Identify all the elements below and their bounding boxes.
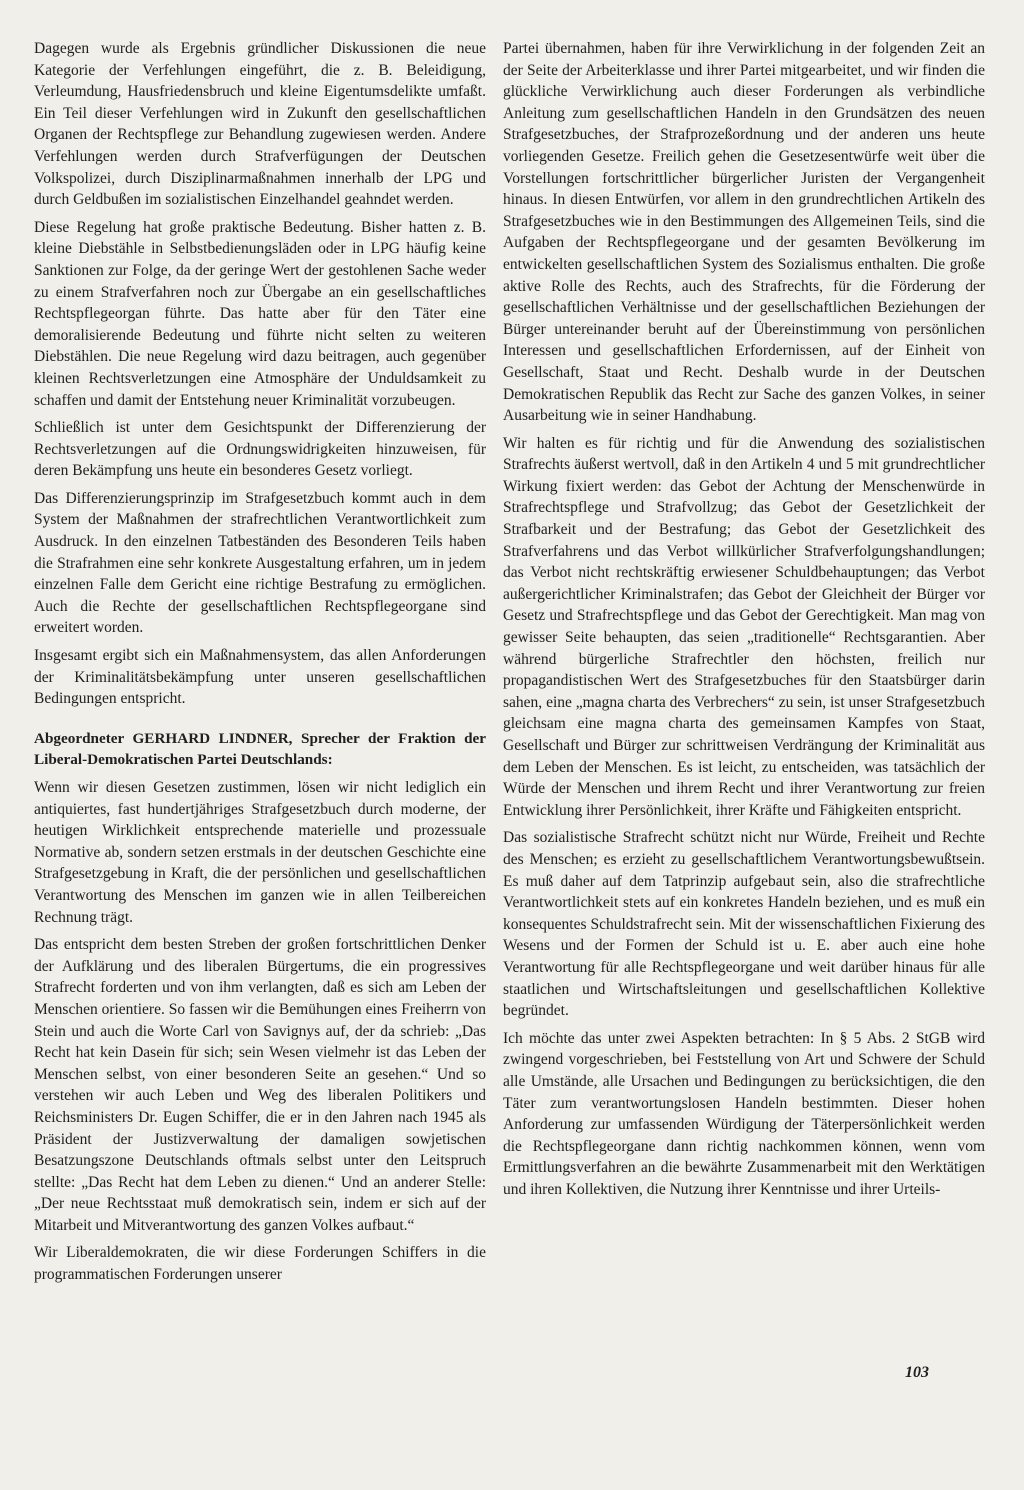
paragraph: Partei übernahmen, haben für ihre Verwirklichung in der folgenden Zeit an der Seite der Arbeiterklasse und ihrer Partei mitgearbeitet, und wir finden die glückliche Verwirklichung auch dieser Forderungen als verbindliche Anleitung zum gesellschaftlichen Handeln in den Grundsätzen des neuen Strafgesetzbuches, der Strafprozeßordnung und der anderen uns heute vorliegenden Gesetze. Freilich gehen die Gesetzesentwürfe weit über die Vorstellungen fortschrittlicher bürgerlicher Juristen der Vergangenheit hinaus. In diesen Entwürfen, vor allem in den grundrechtlichen Artikeln des Strafgesetzbuches wie in den Bestimmungen des Allgemeinen Teils, sind die Aufgaben der Rechtspflegeorgane und der gesamten Bevölkerung im entwickelten gesellschaftlichen System des Sozialismus enthalten. Die große aktive Rolle des Rechts, auch des Strafrechts, für die Förderung der gesellschaftlichen Verhältnisse und der gesellschaftlichen Beziehungen der Bürger untereinander beruht auf der Übereinstimmung von persönlichen Interessen und gesellschaftlichen Erfordernissen, auf der Einheit von Gesellschaft, Staat und Recht. Deshalb wurde in der Deutschen Demokratischen Republik das Recht zur Sache des ganzen Volkes, in seiner Ausarbeitung wie in seiner Handhabung. [503,40,985,425]
paragraph: Das sozialistische Strafrecht schützt nicht nur Würde, Freiheit und Rechte des Menschen; es erzieht zu gesellschaftlichem Verantwortungsbewußtsein. Es muß daher auf dem Tatprinzip aufgebaut sein, also die strafrechtliche Verantwortlichkeit stets auf ein konkretes Handeln beziehen, und es muß ein konsequentes Schuldstrafrecht sein. Mit der wissenschaftlichen Fixierung des Wesens und der Formen der Schuld ist u. E. aber auch eine hohe Verantwortung für alle Rechtspflegeorgane und weit darüber hinaus für alle staatlichen und Wirtschaftsleitungen und gesellschaftlichen Kollektive begründet. [503,829,985,1020]
paragraph: Insgesamt ergibt sich ein Maßnahmensystem, das allen Anforderungen der Kriminalitätsbekämpfung unter unseren gesellschaftlichen Bedingungen entspricht. [34,647,486,708]
paragraph: Wir halten es für richtig und für die Anwendung des sozialistischen Strafrechts äußerst wertvoll, daß in den Artikeln 4 und 5 mit grundrechtlicher Wirkung fixiert werden: das Gebot der Achtung der Menschenwürde in Strafrechtspflege und Strafvollzug; das Gebot der Gesetzlichkeit der Strafbarkeit und der Bestrafung; das Gebot der Gesetzlichkeit des Strafverfahrens und das Verbot willkürlicher Strafverfolgungshandlungen; das Verbot nicht rechtskräftig erwiesener Schuldbehauptungen; das Verbot außergerichtlicher Kriminalstrafen; das Gebot der Gleichheit der Bürger vor Gesetz und Strafrechtspflege und das Gebot der Gerechtigkeit. Man mag von gewisser Seite behaupten, das seien „traditionelle“ Rechtsgarantien. Aber während bürgerliche Strafrechtler den höchsten, freilich nur propagandistischen Wert des Strafgesetzbuches für den Staatsbürger darin sahen, eine „magna charta des Verbrechers“ zu sein, ist unser Strafgesetzbuch gleichsam eine magna charta des gemeinsamen Kampfes von Staat, Gesellschaft und Bürger zur schrittweisen Verdrängung der Kriminalität aus dem Leben der Menschen. Es ist leicht, zu entscheiden, was tatsächlich der Würde der Menschen und ihrem Recht und ihrer Verantwortung zur freien Entwicklung ihrer Persönlichkeit, ihrer Kräfte und Fähigkeiten entspricht. [503,434,985,819]
paragraph: Wir Liberaldemokraten, die wir diese Forderungen Schiffers in die programmatischen Forderungen unserer [34,1244,486,1284]
paragraph: Schließlich ist unter dem Gesichtspunkt der Differenzierung der Rechtsverletzungen auf die Ordnungswidrigkeiten hinzuweisen, für deren Bekämpfung uns heute ein besonderes Gesetz vorliegt. [34,419,486,480]
speaker-heading: Abgeordneter GERHARD LINDNER, Sprecher der Fraktion der Liberal-Demokratischen Partei Deutschlands: [34,729,486,769]
page-number: 103 [905,1364,929,1381]
paragraph: Ich möchte das unter zwei Aspekten betrachten: In § 5 Abs. 2 StGB wird zwingend vorgeschrieben, bei Feststellung von Art und Schwere der Schuld alle Umstände, alle Ursachen und Bedingungen zu berücksichtigen, die den Täter zum verantwortungslosen Handeln bestimmten. Dieser hohen Anforderung zur umfassenden Würdigung der Täterpersönlichkeit werden die Rechtspflegeorgane dann richtig nachkommen können, wenn vom Ermittlungsverfahren an die bewährte Zusammenarbeit mit den Werktätigen und ihren Kollektiven, die Nutzung ihrer Kenntnisse und ihrer Urteils- [503,1029,985,1198]
right-column [503,38,985,1206]
paragraph: Dagegen wurde als Ergebnis gründlicher Diskussionen die neue Kategorie der Verfehlungen eingeführt, die z. B. Beleidigung, Verleumdung, Hausfriedensbruch und kleine Eigentumsdelikte umfaßt. Ein Teil dieser Verfehlungen wird in Zukunft den gesellschaftlichen Organen der Rechtspflege zur Behandlung zugewiesen werden. Andere Verfehlungen werden durch Strafverfügungen der Deutschen Volkspolizei, durch Disziplinarmaßnahmen innerhalb der LPG und durch Geldbußen im sozialistischen Einzelhandel geahndet werden. [34,40,486,209]
paragraph: Wenn wir diesen Gesetzen zustimmen, lösen wir nicht lediglich ein antiquiertes, fast hundertjähriges Strafgesetzbuch durch moderne, der heutigen Wirklichkeit entsprechende materielle und prozessuale Normative ab, sondern setzen erstmals in der deutschen Geschichte eine Strafgesetzgebung in Kraft, die der persönlichen und gesellschaftlichen Verantwortung des Menschen im ganzen wie in allen Teilbereichen Rechnung trägt. [34,779,486,926]
paragraph: Diese Regelung hat große praktische Bedeutung. Bisher hatten z. B. kleine Diebstähle in Selbstbedienungsläden oder in LPG häufig keine Sanktionen zur Folge, da der geringe Wert der gestohlenen Sache weder zu einem Strafverfahren noch zur Übergabe an ein gesellschaftliches Rechtspflegeorgan führte. Das hatte aber für den Täter eine demoralisierende Bedeutung und führte nicht selten zu weiteren Diebstählen. Die neue Regelung wird dazu beitragen, auch gegenüber kleinen Rechtsverletzungen eine Atmosphäre der Unduldsamkeit zu schaffen und damit der Entstehung neuer Kriminalität vorzubeugen. [34,218,486,409]
paragraph: Das entspricht dem besten Streben der großen fortschrittlichen Denker der Aufklärung und des liberalen Bürgertums, die ein progressives Strafrecht forderten und von ihm verlangten, daß es sich am Leben der Menschen orientiere. So fassen wir die Bemühungen eines Freiherrn von Stein und auch die Worte Carl von Savignys auf, der da schrieb: „Das Recht hat kein Dasein für sich; sein Wesen vielmehr ist das Leben der Menschen selbst, von einer besonderen Seite an gesehen.“ Und so verstehen wir auch Leben und Weg des liberalen Politikers und Reichsministers Dr. Eugen Schiffer, die er in den Jahren nach 1945 als Präsident der Justizverwaltung der damaligen sowjetischen Besatzungszone Deutschlands oftmals selbst unter den Leitspruch stellte: „Das Recht hat dem Leben zu dienen.“ Und an anderer Stelle: „Der neue Rechtsstaat muß demokratisch sein, indem er sich auf der Mitarbeit und Mitverantwortung des ganzen Volkes aufbaut.“ [34,936,486,1234]
left-column [34,38,486,1292]
paragraph: Das Differenzierungsprinzip im Strafgesetzbuch kommt auch in dem System der Maßnahmen der strafrechtlichen Verantwortlichkeit zum Ausdruck. In den einzelnen Tatbeständen des Besonderen Teils haben die Strafrahmen eine sehr konkrete Ausgestaltung erfahren, um in jedem einzelnen Falle dem Gericht eine richtige Bestrafung zu ermöglichen. Auch die Rechte der gesellschaftlichen Rechtspflegeorgane sind erweitert worden. [34,489,486,637]
